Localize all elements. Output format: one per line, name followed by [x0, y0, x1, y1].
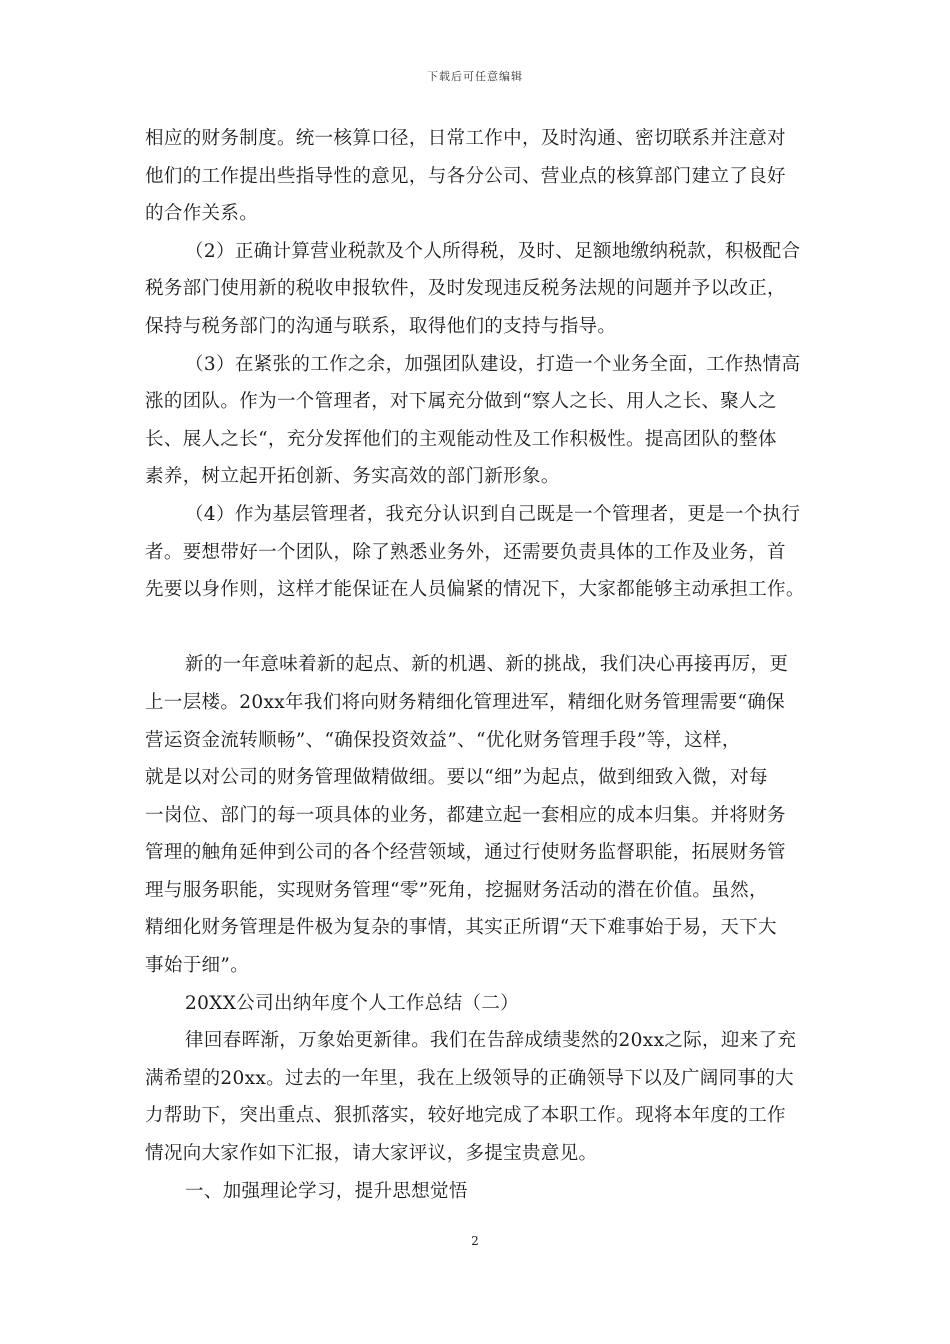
page-header: 下载后可任意编辑 [427, 70, 523, 83]
text-line: 上一层楼。20xx年我们将向财务精细化管理进军，精细化财务管理需要“确保 [145, 691, 785, 713]
paragraph-4-start: （4）作为基层管理者，我充分认识到自己既是一个管理者，更是一个执行 [185, 503, 801, 525]
text-line: 相应的财务制度。统一核算口径，日常工作中，及时沟通、密切联系并注意对 [145, 128, 786, 149]
subsection-heading: 一、加强理论学习，提升思想觉悟 [185, 1180, 468, 1202]
paragraph-gap [145, 609, 810, 647]
text-line: 一岗位、部门的每一项具体的业务，都建立起一套相应的成本归集。并将财务 [145, 804, 786, 826]
text-line: 就是以对公司的财务管理做精做细。要以“细”为起点，做到细致入微，对每 [145, 767, 768, 789]
intro-paragraph-start: 律回春晖渐，万象始更新律。我们在告辞成绩斐然的20xx之际，迎来了充 [185, 1030, 797, 1052]
text-line: 管理的触角延伸到公司的各个经营领域，通过行使财务监督职能，拓展财务管 [145, 842, 786, 864]
text-line: 精细化财务管理是件极为复杂的事情，其实正所谓“天下难事始于易，天下大 [145, 917, 777, 939]
new-year-paragraph-start: 新的一年意味着新的起点、新的机遇、新的挑战，我们决心再接再厉，更 [185, 654, 789, 676]
text-line: 者。要想带好一个团队，除了熟悉业务外，还需要负责具体的工作及业务，首 [145, 541, 786, 563]
paragraph-3-start: （3）在紧张的工作之余，加强团队建设，打造一个业务全面，工作热情高 [185, 353, 801, 375]
text-line: 素养，树立起开拓创新、务实高效的部门新形象。 [145, 466, 560, 488]
text-line: 理与服务职能，实现财务管理“零”死角，挖掘财务活动的潜在价值。虽然， [145, 879, 768, 901]
document-body [145, 120, 810, 1210]
text-line: 涨的团队。作为一个管理者，对下属充分做到“察人之长、用人之长、聚人之 [145, 391, 777, 413]
text-line: 满希望的20xx。过去的一年里，我在上级领导的正确领导下以及广阔同事的大 [145, 1067, 795, 1089]
paragraph-2-start: （2）正确计算营业税款及个人所得税，及时、足额地缴纳税款，积极配合 [185, 240, 801, 262]
text-line: 事始于细”。 [145, 955, 250, 977]
text-line: 保持与税务部门的沟通与联系，取得他们的支持与指导。 [145, 315, 617, 337]
text-line: 先要以身作则，这样才能保证在人员偏紧的情况下，大家都能够主动承担工作。 [145, 579, 805, 601]
text-line: 的合作关系。 [145, 203, 259, 225]
text-line: 情况向大家作如下汇报，请大家评议，多提宝贵意见。 [145, 1143, 598, 1165]
text-line: 营运资金流转顺畅”、“确保投资效益”、“优化财务管理手段”等，这样， [145, 729, 741, 751]
text-line: 长、展人之长“，充分发挥他们的主观能动性及工作积极性。提高团队的整体 [145, 428, 777, 450]
text-line: 他们的工作提出些指导性的意见，与各分公司、营业点的核算部门建立了良好 [145, 165, 786, 187]
page-number: 2 [471, 1234, 479, 1248]
text-line: 力帮助下，突出重点、狠抓落实，较好地完成了本职工作。现将本年度的工作 [145, 1105, 786, 1127]
text-line: 税务部门使用新的税收申报软件，及时发现违反税务法规的问题并予以改正， [145, 278, 786, 300]
section-title: 20XX公司出纳年度个人工作总结（二） [185, 992, 520, 1014]
